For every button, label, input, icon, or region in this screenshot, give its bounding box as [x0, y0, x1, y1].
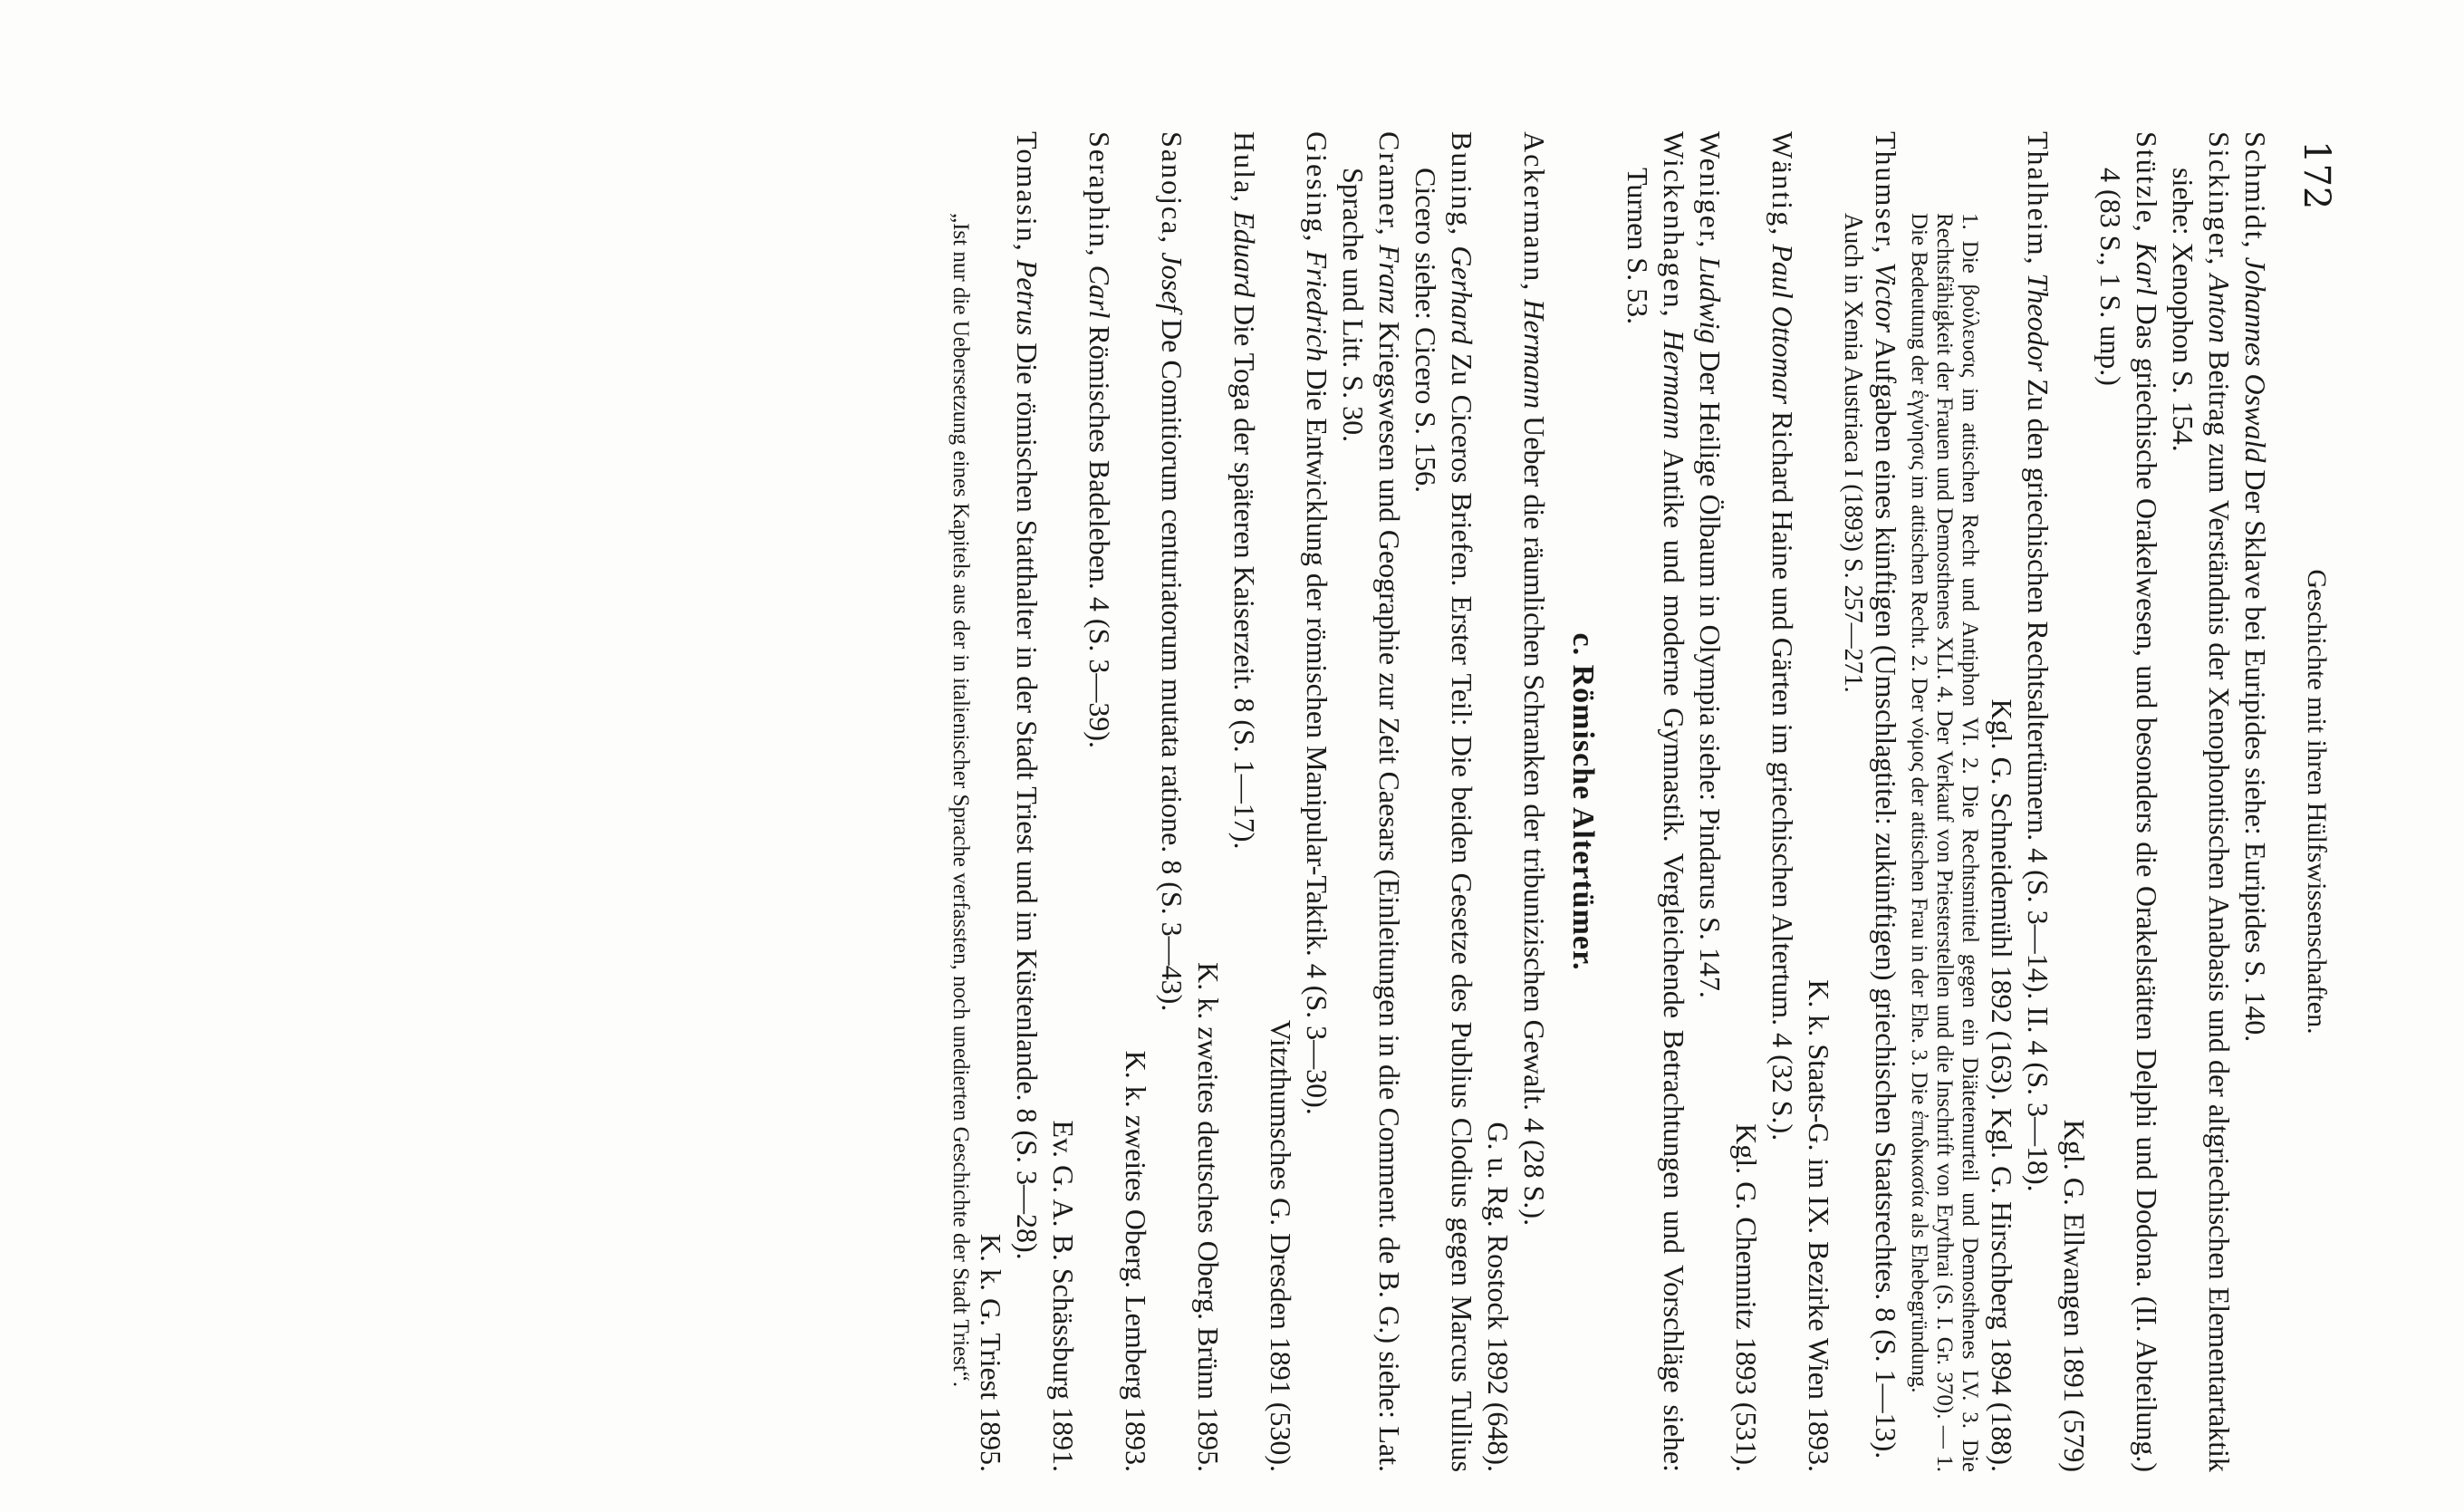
entry-author-given: Karl [2131, 242, 2163, 296]
entry-author-surname: Seraphin, [1083, 131, 1116, 258]
entry-text: Die römischen Statthalter in der Stadt Triest und im Küstenlande. 8 (S. 3—28). [1011, 342, 1044, 1260]
entry-hula [1190, 131, 1263, 1472]
entry-text: Antike und moderne Gymnastik. Vergleichende Betrachtungen und Vorschläge siehe: Turnen S. 53. [1622, 168, 1690, 1473]
page-header [2283, 131, 2337, 1472]
entry-author-given: Victor [1870, 262, 1902, 333]
entry-text: Die Toga der späteren Kaiserzeit. 8 (S. 1—17). [1228, 304, 1261, 850]
entry-author-given: Gerhard [1446, 246, 1478, 344]
entry-author-surname: Weniger, [1694, 131, 1727, 250]
entry-weniger [1692, 131, 1728, 1472]
entry-author-surname: Sickinger, [2203, 131, 2236, 267]
entry-school: K. k. zweites Oberg. Lemberg 1893. [1120, 1050, 1152, 1472]
entry-seraphin [1045, 131, 1118, 1472]
entry-sickinger [2165, 131, 2238, 1472]
entry-author-given: Anton [2203, 274, 2236, 343]
entry-author-given: Johannes Oswald [2239, 256, 2272, 463]
entry-text: Kriegswesen und Geographie zur Zeit Caesars (Einleitungen in die Comment. de B. G.) siehe: Lat. Sprache und Litt. S. 30. [1337, 168, 1406, 1473]
entry-text: Der Sklave bei Euripides siehe: Euripides S. 140. [2239, 469, 2272, 1043]
entry-author-given: Theodor [2022, 273, 2055, 372]
rotated-page-content [308, 131, 2337, 1472]
entry-waentig [1728, 131, 1801, 1472]
entry-text: Zu Ciceros Briefen. Erster Teil: Die beiden Gesetze des Publius Clodius gegen Marcus Tullius Cicero siehe: Cicero S. 156. [1410, 168, 1478, 1473]
entry-text: De Comitiorum centuriatorum mutata ratione. 8 (S. 3—43). [1156, 319, 1189, 1012]
entry-stuetzle [2056, 131, 2165, 1472]
section-heading: c. Römische Altertümer. [1566, 632, 1600, 971]
entry-school: G. u. Rg. Rostock 1892 (648). [1482, 1122, 1515, 1472]
entry-text: Die Entwicklung der römischen Manipular-Taktik. 4 (S. 3—30). [1301, 369, 1333, 1115]
entry-author-given: Eduard [1228, 211, 1261, 298]
entry-author-given: Friedrich [1301, 250, 1333, 362]
entry-text: Richard Haine und Gärten im griechischen Altertum. 4 (32 S.). [1766, 411, 1799, 1141]
entry-author-surname: Thumser, [1870, 131, 1902, 255]
entry-author-surname: Wickenhagen, [1658, 131, 1690, 319]
entry-author-surname: Cramer, [1373, 131, 1406, 237]
entry-text: Beitrag zum Verständnis der Xenophontischen Anabasis und der altgriechischen Elementartaktik siehe: Xenophon S. 154. [2167, 168, 2236, 1473]
running-title: Geschichte mit ihren Hülfswissenschaften. [2302, 569, 2332, 1035]
entry-wickenhagen [1620, 131, 1692, 1472]
entry-author-surname: Sanojca, [1156, 131, 1189, 246]
entry-author-given: Ludwig [1694, 256, 1727, 344]
entry-schmidt [2238, 131, 2274, 1472]
entry-school: K. k. Staats-G. im IX. Bezirke Wien 1893. [1803, 979, 1835, 1472]
entry-sanojca [1118, 131, 1190, 1472]
entry-text: Ueber die räumlichen Schranken der tribunizischen Gewalt. 4 (28 S.). [1518, 416, 1551, 1227]
entry-note: Auch in Xenia Austriaca I (1893) S. 257—271. [1839, 213, 1867, 693]
page-number: 172 [2296, 140, 2337, 210]
entry-school: K. k. G. Triest 1895. [975, 1233, 1007, 1472]
entry-giesing [1263, 131, 1335, 1472]
entry-school: K. k. zweites deutsches Oberg. Brünn 1895. [1192, 962, 1225, 1472]
entry-author-given: Paul Ottomar [1766, 244, 1799, 405]
entry-author-given: Josef [1156, 252, 1189, 313]
entry-author-surname: Ackermann, [1518, 131, 1551, 293]
entry-text: Römisches Badeleben. 4 (S. 3—39). [1083, 325, 1116, 749]
entry-author-surname: Thalheim, [2022, 131, 2055, 266]
entry-quote: „Ist nur die Uebersetzung eines Kapitels aus der in italienischer Sprache verfassten, noch unedierten Geschichte der Stadt Triest“. [948, 213, 973, 1388]
entry-cramer [1335, 131, 1408, 1472]
entry-author-surname: Hula, [1228, 131, 1261, 205]
entry-author-surname: Buning, [1446, 131, 1478, 237]
entry-author-given: Hermann [1518, 299, 1551, 409]
entry-school: Kgl. G. Ellwangen 1891 (579) [2058, 1119, 2091, 1472]
entry-buning [1408, 131, 1480, 1472]
entry-school: Vitzthumsches G. Dresden 1891 (530). [1265, 1019, 1297, 1472]
entry-author-surname: Giesing, [1301, 131, 1333, 244]
entry-author-given: Franz [1373, 245, 1406, 314]
entry-text: Aufgaben eines künftigen (Umschlagtitel: zukünftigen) griechischen Staatsrechtes. 8 (S. 1—13). [1870, 338, 1902, 1459]
bibliography-list [948, 131, 2274, 1472]
entry-text: Das griechische Orakelwesen, und besonders die Orakelstätten Delphi und Dodona. (II. Abteilung.) 4 (83 S., 1 S. unp.) [2094, 168, 2163, 1473]
entry-author-given: Hermann [1658, 330, 1690, 440]
entry-text: Zu den griechischen Rechtsaltertümern. 4 (S. 3—14). II. 4 (S. 3—18). [2022, 379, 2055, 1192]
entry-school: Kgl. G. Chemnitz 1893 (531). [1730, 1123, 1763, 1472]
entry-thalheim-contents: 1. Die βούλευσις im attischen Recht und Antiphon VI. 2. Die Rechtsmittel gegen ein Diätetenurteil und Demosthenes LV. 3. Die Rechtsfähigkeit der Frauen und Demosthenes XLI. 4. Der Verkauf von Priesterstellen und die Inschrift von Erythrai (S. I. Gr. 370). — 1. Die Bedeutung der ἐγγύησις im attischen Recht. 2. Der νόμος der attischen Frau in der Ehe. 3. Die ἐπιδικασία als Ehebegründung. [1907, 213, 1982, 1472]
entry-author-surname: Wäntig, [1766, 131, 1799, 237]
entry-author-given: Petrus [1011, 259, 1044, 336]
entry-school: Kgl. G. Schneidemühl 1892 (163). Kgl. G. Hirschberg 1894 (188). [1986, 698, 2018, 1472]
entry-thalheim [1984, 131, 2056, 1472]
entry-school: Ev. G. A. B. Schässburg 1891. [1047, 1120, 1080, 1472]
entry-author-surname: Schmidt, [2239, 131, 2272, 250]
entry-thumser [1868, 131, 1904, 1472]
entry-text: Der Heilige Ölbaum in Olympia siehe: Pindarus S. 147. [1694, 351, 1727, 998]
entry-ackermann [1480, 131, 1553, 1472]
entry-author-surname: Tomasin, [1011, 131, 1044, 253]
entry-author-given: Carl [1083, 265, 1116, 319]
entry-author-surname: Stützle, [2131, 131, 2163, 234]
entry-tomasin [973, 131, 1045, 1472]
entry-thumser-school-line [1801, 131, 1837, 1472]
